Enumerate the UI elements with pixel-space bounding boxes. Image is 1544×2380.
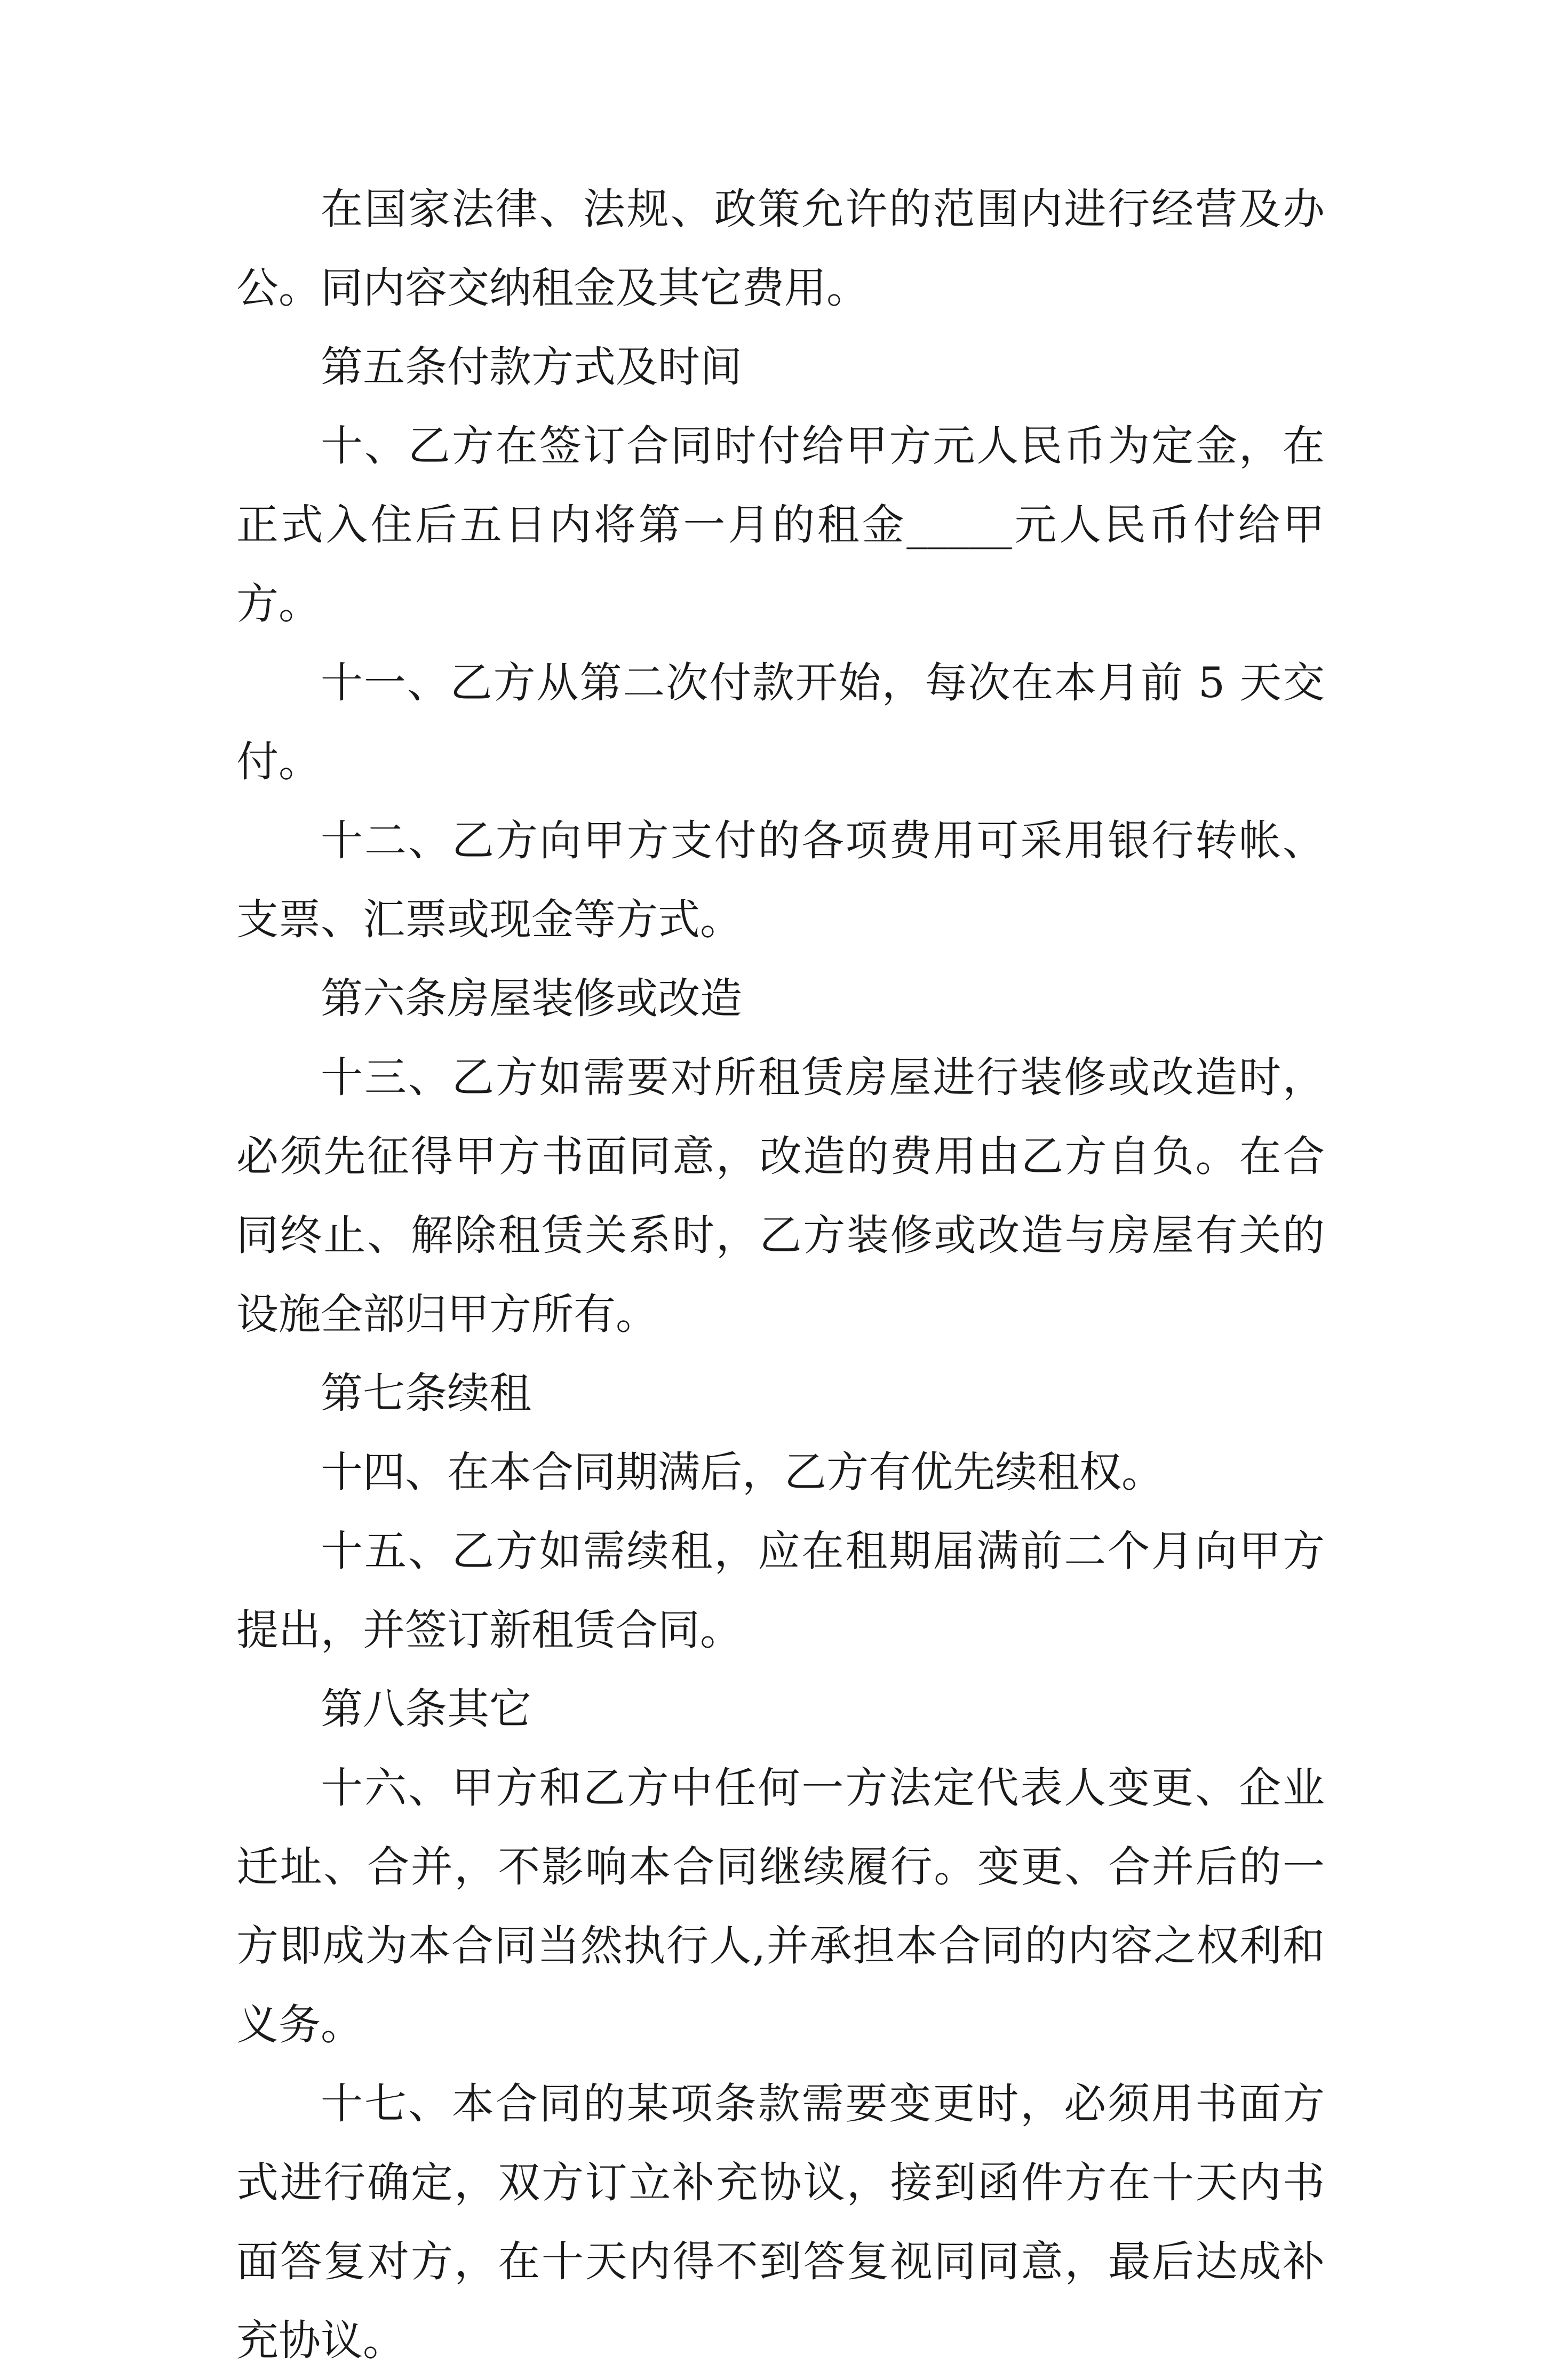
paragraph-business-scope: 在国家法律、法规、政策允许的范围内进行经营及办公。同内容交纳租金及其它费用。	[236, 185, 1325, 313]
document-body	[236, 170, 1325, 2380]
paragraph-clause-13: 十三、乙方如需要对所租赁房屋进行装修或改造时，必须先征得甲方书面同意，改造的费用由乙方自负。在合同终止、解除租赁关系时，乙方装修或改造与房屋有关的设施全部归甲方所有。	[236, 1053, 1325, 1339]
paragraph-clause-11: 十一、乙方从第二次付款开始，每次在本月前 5 天交付。	[236, 658, 1325, 786]
paragraph-clause-15: 十五、乙方如需续租，应在租期届满前二个月向甲方提出，并签订新租赁合同。	[236, 1527, 1325, 1655]
section-heading-article-7: 第七条续租	[321, 1369, 531, 1418]
paragraph-clause-17: 十七、本合同的某项条款需要变更时，必须用书面方式进行确定，双方订立补充协议，接到函件方在十天内书面答复对方，在十天内得不到答复视同同意，最后达成补充协议。	[236, 2079, 1325, 2365]
paragraph-clause-14: 十四、在本合同期满后，乙方有优先续租权。	[321, 1448, 1164, 1497]
section-heading-article-8: 第八条其它	[321, 1684, 531, 1734]
paragraph-clause-10: 十、乙方在签订合同时付给甲方元人民币为定金，在正式入住后五日内将第一月的租金_____元人民币付给甲方。	[236, 421, 1325, 628]
section-heading-article-6: 第六条房屋装修或改造	[321, 974, 742, 1023]
paragraph-clause-16: 十六、甲方和乙方中任何一方法定代表人变更、企业迁址、合并，不影响本合同继续履行。变更、合并后的一方即成为本合同当然执行人,并承担本合同的内容之权利和义务。	[236, 1763, 1325, 2049]
section-heading-article-5: 第五条付款方式及时间	[321, 342, 742, 392]
paragraph-clause-12: 十二、乙方向甲方支付的各项费用可采用银行转帐、支票、汇票或现金等方式。	[236, 816, 1325, 944]
